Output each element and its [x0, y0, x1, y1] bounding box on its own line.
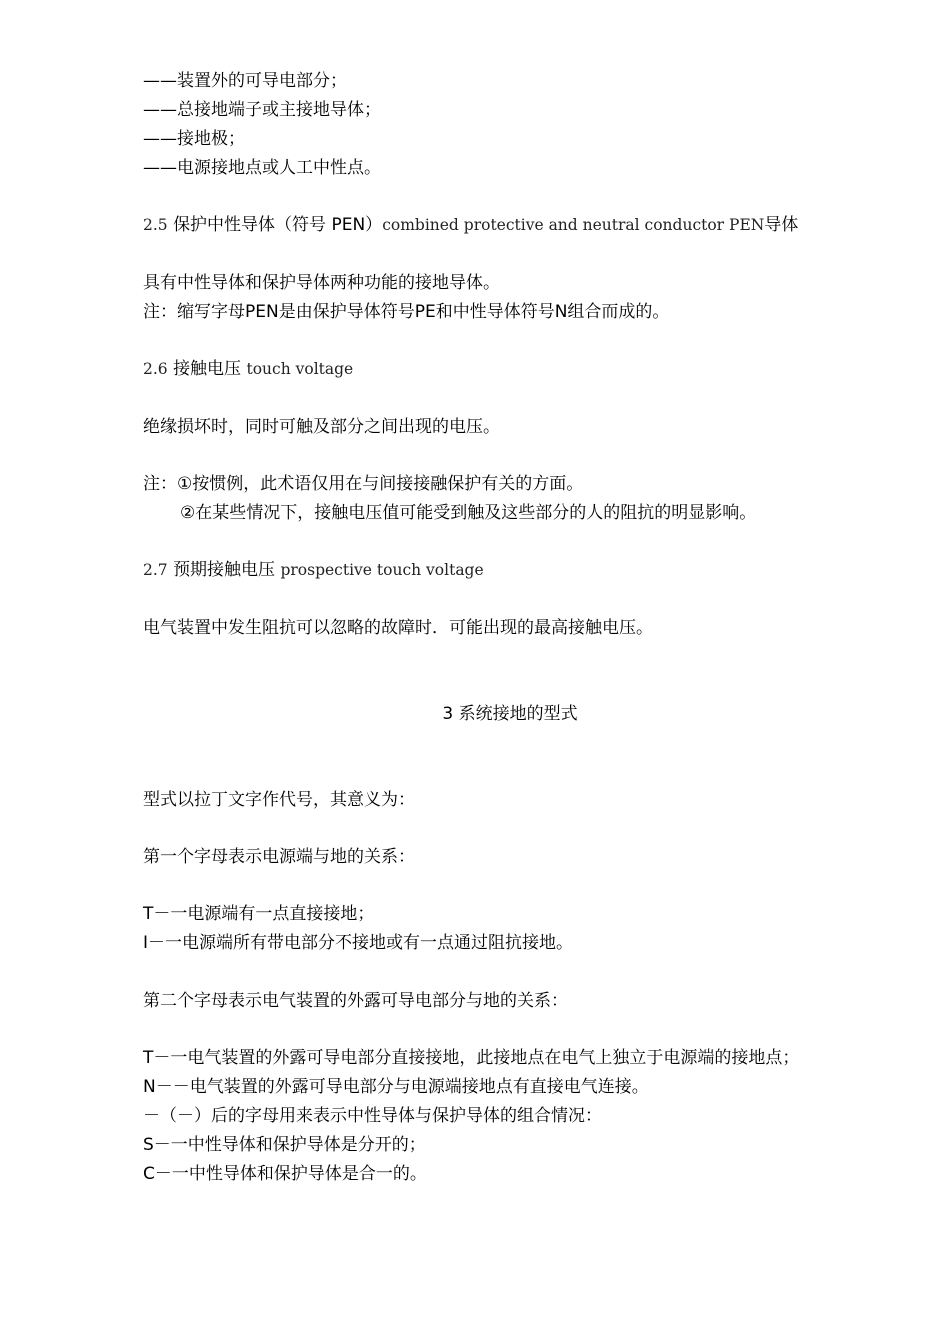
term-chinese: 保护中性导体（符号 PEN）: [173, 215, 383, 235]
term-number: 2.6: [143, 360, 168, 378]
term-english: touch voltage: [246, 360, 354, 378]
term-note: 注：①按惯例，此术语仅用在与间接接融保护有关的方面。: [143, 474, 584, 494]
list-item: S－一中性导体和保护导体是分开的；: [143, 1135, 426, 1155]
term-note: 注：缩写字母PEN是由保护导体符号PE和中性导体符号N组合而成的。: [143, 302, 670, 322]
list-item: T－一电源端有一点直接接地；: [143, 904, 375, 924]
term-2-7-heading: [143, 559, 484, 581]
second-letter-title: 第二个字母表示电气装置的外露可导电部分与地的关系：: [143, 991, 568, 1011]
list-item: C－一中性导体和保护导体是合一的。: [143, 1164, 427, 1184]
term-chinese: 接触电压: [173, 359, 242, 379]
section-intro: 型式以拉丁文字作代号，其意义为：: [143, 790, 415, 810]
list-item: ——装置外的可导电部分；: [143, 71, 347, 91]
list-item: －（－）后的字母用来表示中性导体与保护导体的组合情况：: [143, 1106, 602, 1126]
term-number: 2.7: [143, 561, 168, 579]
list-item: N－－电气装置的外露可导电部分与电源端接地点有直接电气连接。: [143, 1077, 649, 1097]
term-note: ②在某些情况下，接触电压值可能受到触及这些部分的人的阻抗的明显影响。: [180, 503, 757, 523]
term-english: combined protective and neutral conductor PEN: [382, 216, 765, 234]
section-heading: 3 系统接地的型式: [442, 704, 578, 724]
list-item: ——接地极；: [143, 129, 245, 149]
term-definition: 绝缘损坏时，同时可触及部分之间出现的电压。: [143, 417, 500, 437]
list-item: T－一电气装置的外露可导电部分直接接地，此接地点在电气上独立于电源端的接地点；: [143, 1048, 800, 1068]
list-item: ——电源接地点或人工中性点。: [143, 158, 381, 178]
term-2-5-heading: [143, 214, 798, 236]
list-item: ——总接地端子或主接地导体；: [143, 100, 381, 120]
term-english: prospective touch voltage: [280, 561, 484, 579]
term-2-6-heading: [143, 358, 353, 380]
term-suffix: 导体: [764, 215, 799, 235]
first-letter-title: 第一个字母表示电源端与地的关系：: [143, 847, 415, 867]
term-chinese: 预期接触电压: [173, 560, 276, 580]
term-definition: 具有中性导体和保护导体两种功能的接地导体。: [143, 273, 500, 293]
term-definition: 电气装置中发生阻抗可以忽略的故障时．可能出现的最高接触电压。: [143, 618, 653, 638]
term-number: 2.5: [143, 216, 168, 234]
list-item: I－一电源端所有带电部分不接地或有一点通过阻抗接地。: [143, 933, 574, 953]
